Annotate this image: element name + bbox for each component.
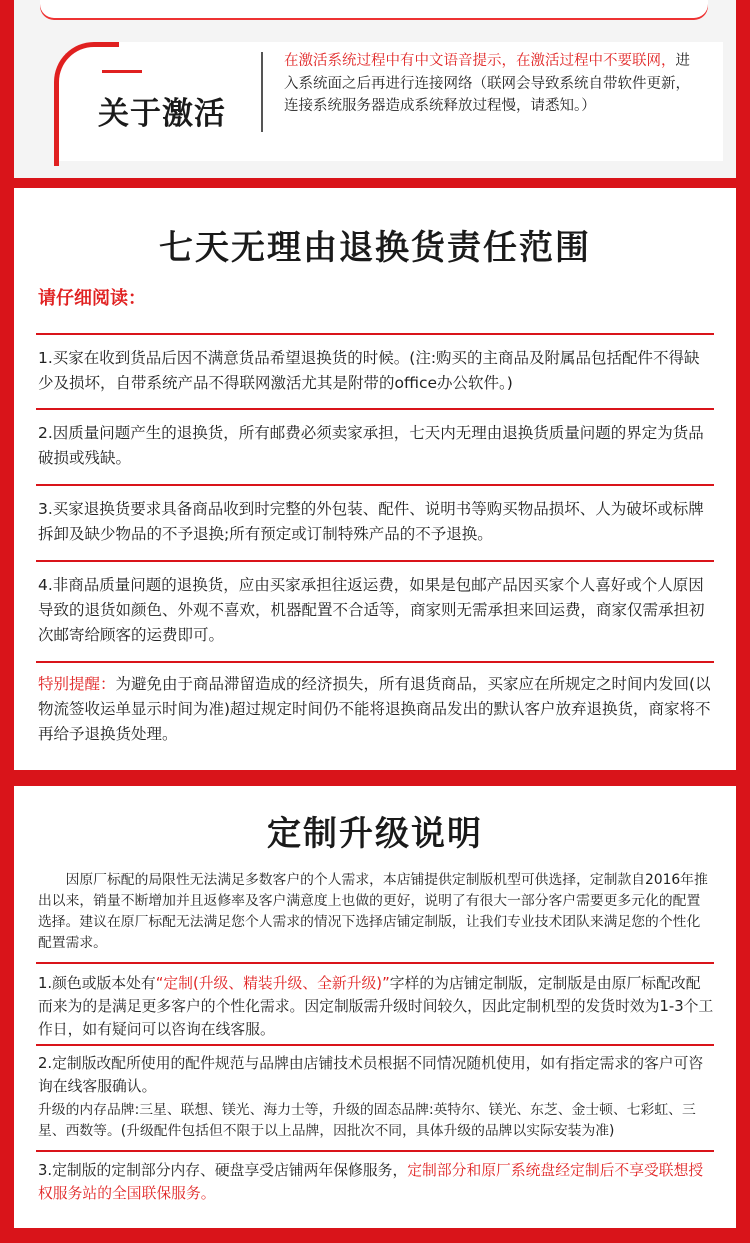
- activation-detail: 进入系统面之后再进行连接网络（联网会导致系统自带软件更新，连接系统服务器造成系统释放过程慢，请悉知。）: [284, 53, 690, 114]
- custom-intro: 因原厂标配的局限性无法满足多数客户的个人需求，本店铺提供定制版机型可供选择，定制款自2016年推出以来，销量不断增加并且返修率及客户满意度上也做的更好，说明了有很大一部分客户需要更多元化的配置选择。建议在原厂标配无法满足您个人需求的情况下选择店铺定制版，让我们专业技术团队来满足您的个性化配置需求。: [38, 872, 708, 951]
- returns-item-1: 1.买家在收到货品后因不满意货品希望退换货的时候。(注:购买的主商品及附属品包括配件不得缺少及损坏，自带系统产品不得联网激活尤其是附带的office办公软件。): [38, 349, 700, 392]
- heading-divider: [261, 52, 263, 132]
- activation-warning: 在激活系统过程中有中文语音提示，在激活过程中不要联网，: [284, 53, 676, 69]
- custom-item-3: [38, 1159, 714, 1205]
- divider: [36, 1044, 714, 1046]
- divider: [36, 962, 714, 964]
- returns-title: 七天无理由退换货责任范围: [159, 228, 591, 268]
- activation-panel: [14, 0, 736, 178]
- custom-title: 定制升级说明: [267, 814, 483, 854]
- returns-item-3: 3.买家退换货要求具备商品收到时完整的外包装、配件、说明书等购买物品损坏、人为破坏或标牌拆卸及缺少物品的不予退换;所有预定或订制特殊产品的不予退换。: [38, 500, 704, 543]
- divider: [36, 1150, 714, 1152]
- item3-text: 3.定制版的定制部分内存、硬盘享受店铺两年保修服务，: [38, 1162, 408, 1179]
- activation-text: [284, 50, 704, 118]
- divider: [36, 484, 714, 486]
- divider: [36, 661, 714, 663]
- custom-item-2: 2.定制版改配所使用的配件规范与品牌由店铺技术员根据不同情况随机使用，如有指定需求的客户可咨询在线客服确认。: [38, 1055, 704, 1095]
- returns-subtitle: 请仔细阅读：: [38, 288, 146, 309]
- notice-text: 为避免由于商品滞留造成的经济损失，所有退货商品，买家应在所规定之时间内发回(以物流签收运单显示时间为准)超过规定时间仍不能将退换商品发出的默认客户放弃退换货，商家将不再给予退换货处理。: [38, 675, 711, 743]
- divider: [36, 560, 714, 562]
- top-decoration-bar: [40, 0, 708, 18]
- item3-highlight: 定制部分和原厂系统盘经定制后不享受联想授权服务站的全国联保服务。: [38, 1162, 704, 1202]
- item1-suffix: 字样的为店铺定制版，定制版是由原厂标配改配而来为的是满足更多客户的个性化需求。因定制版需升级时间较久，因此定制机型的发货时效为1-3个工作日，如有疑问可以咨询在线客服。: [38, 975, 714, 1038]
- custom-item-2-brands: 升级的内存品牌:三星、联想、镁光、海力士等，升级的固态品牌:英特尔、镁光、东芝、金士顿、七彩虹、三星、西数等。(升级配件包括但不限于以上品牌，因批次不同，具体升级的品牌以实际安装为准): [38, 1102, 696, 1139]
- heading-accent-dash: [102, 70, 142, 73]
- item1-prefix: 1.颜色或版本处有: [38, 975, 156, 992]
- divider: [36, 333, 714, 335]
- custom-item-1: [38, 972, 714, 1041]
- returns-item-2: 2.因质量问题产生的退换货，所有邮费必须卖家承担，七天内无理由退换货质量问题的界定为货品破损或残缺。: [38, 424, 704, 467]
- divider: [36, 408, 714, 410]
- activation-heading: 关于激活: [98, 96, 226, 132]
- returns-item-4: 4.非商品质量问题的退换货，应由买家承担往返运费，如果是包邮产品因买家个人喜好或个人原因导致的退货如颜色、外观不喜欢，机器配置不合适等，商家则无需承担来回运费，商家仅需承担初次邮寄给顾客的运费即可。: [38, 576, 705, 644]
- notice-label: 特别提醒：: [38, 675, 116, 693]
- returns-panel: [14, 188, 736, 770]
- returns-notice: [38, 672, 714, 747]
- custom-panel: [14, 786, 736, 1228]
- item1-highlight: “定制(升级、精装升级、全新升级)”: [155, 975, 390, 992]
